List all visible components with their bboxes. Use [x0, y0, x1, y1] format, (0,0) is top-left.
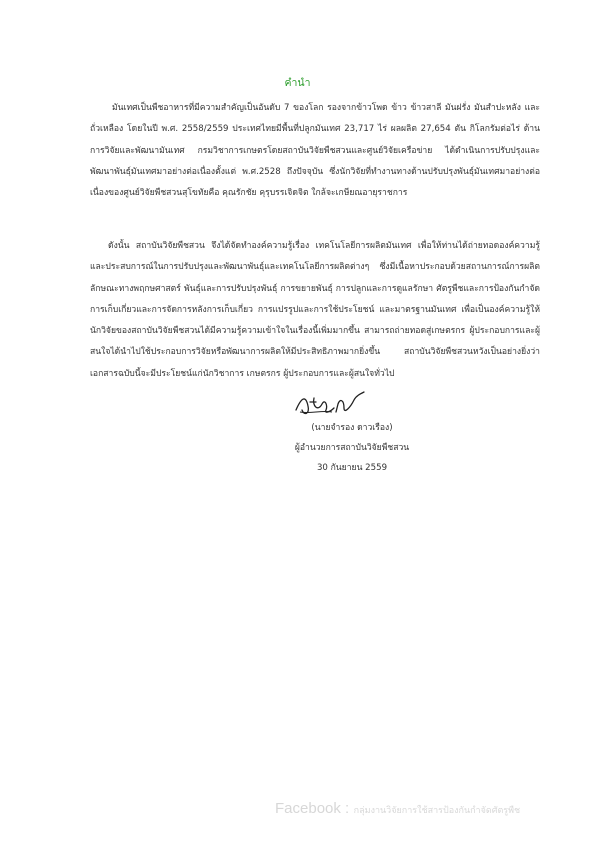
footer-watermark: [275, 800, 595, 818]
handwritten-signature: [292, 388, 372, 420]
preface-paragraph-2: ดังนั้น สถาบันวิจัยพืชสวน จึงได้จัดทำองค์ความรู้เรื่อง เทคโนโลยีการผลิตมันเทศ เพื่อให้ท่านได้ถ่ายทอดองค์ความรู้และประสบการณ์ในการปรับปรุงและพัฒนาพันธุ์และเทคโนโลยีการผลิตต่างๆ ซึ่งมีเนื้อหาประกอบด้วยสถานการณ์การผลิต ลักษณะทางพฤกษศาสตร์ พันธุ์และการปรับปรุงพันธุ์ การขยายพันธุ์ การปลูกและการดูแลรักษา ศัตรูพืชและการป้องกันกำจัด การเก็บเกี่ยวและการจัดการหลังการเก็บเกี่ยว การแปรรูปและการใช้ประโยชน์ และมาตรฐานมันเทศ เพื่อเป็นองค์ความรู้ให้นักวิจัยของสถาบันวิจัยพืชสวนได้มีความรู้ความเข้าใจในเรื่องนี้เพิ่มมากขึ้น สามารถถ่ายทอดสู่เกษตรกร ผู้ประกอบการและผู้สนใจได้นำไปใช้ประกอบการวิจัยหรือพัฒนาการผลิตให้มีประสิทธิภาพมากยิ่งขึ้น สถาบันวิจัยพืชสวนหวังเป็นอย่างยิ่งว่าเอกสารฉบับนี้จะมีประโยชน์แก่นักวิชาการ เกษตรกร ผู้ประกอบการและผู้สนใจทั่วไป: [90, 241, 540, 379]
signature-date: 30 กันยายน 2559: [316, 463, 388, 473]
preface-paragraph-1: มันเทศเป็นพืชอาหารที่มีความสำคัญเป็นอันดับ 7 ของโลก รองจากข้าวโพด ข้าว ข้าวสาลี มันฝรั่ง มันสำปะหลัง และถั่วเหลือง โดยในปี พ.ศ. 2558/2559 ประเทศไทยมีพื้นที่ปลูกมันเทศ 23,717 ไร่ ผลผลิต 27,654 ตัน กิโลกรัมต่อไร่ ด้านการวิจัยและพัฒนามันเทศ กรมวิชาการเกษตรโดยสถาบันวิจัยพืชสวนและศูนย์วิจัยเครือข่าย ได้ดำเนินการปรับปรุงและพัฒนาพันธุ์มันเทศมาอย่างต่อเนื่องตั้งแต่ พ.ศ.2528 ถึงปัจจุบัน ซึ่งนักวิจัยที่ทำงานทางด้านปรับปรุงพันธุ์มันเทศมาอย่างต่อเนื่องของศูนย์วิจัยพืชสวนสุโขทัยคือ คุณรักชัย คุรุบรรเจิดจิต ใกล้จะเกษียณอายุราชการ: [90, 103, 540, 199]
signatory-position: ผู้อำนวยการสถาบันวิจัยพืชสวน: [294, 443, 410, 453]
facebook-label: Facebook :: [275, 800, 350, 817]
signatory-name: (นายจำรอง ดาวเรือง): [311, 423, 393, 433]
signature-block: [282, 418, 422, 478]
page-title: คำนำ: [284, 77, 311, 89]
group-name: กลุ่มงานวิจัยการใช้สารป้องกันกำจัดศัตรูพืช: [353, 805, 521, 815]
